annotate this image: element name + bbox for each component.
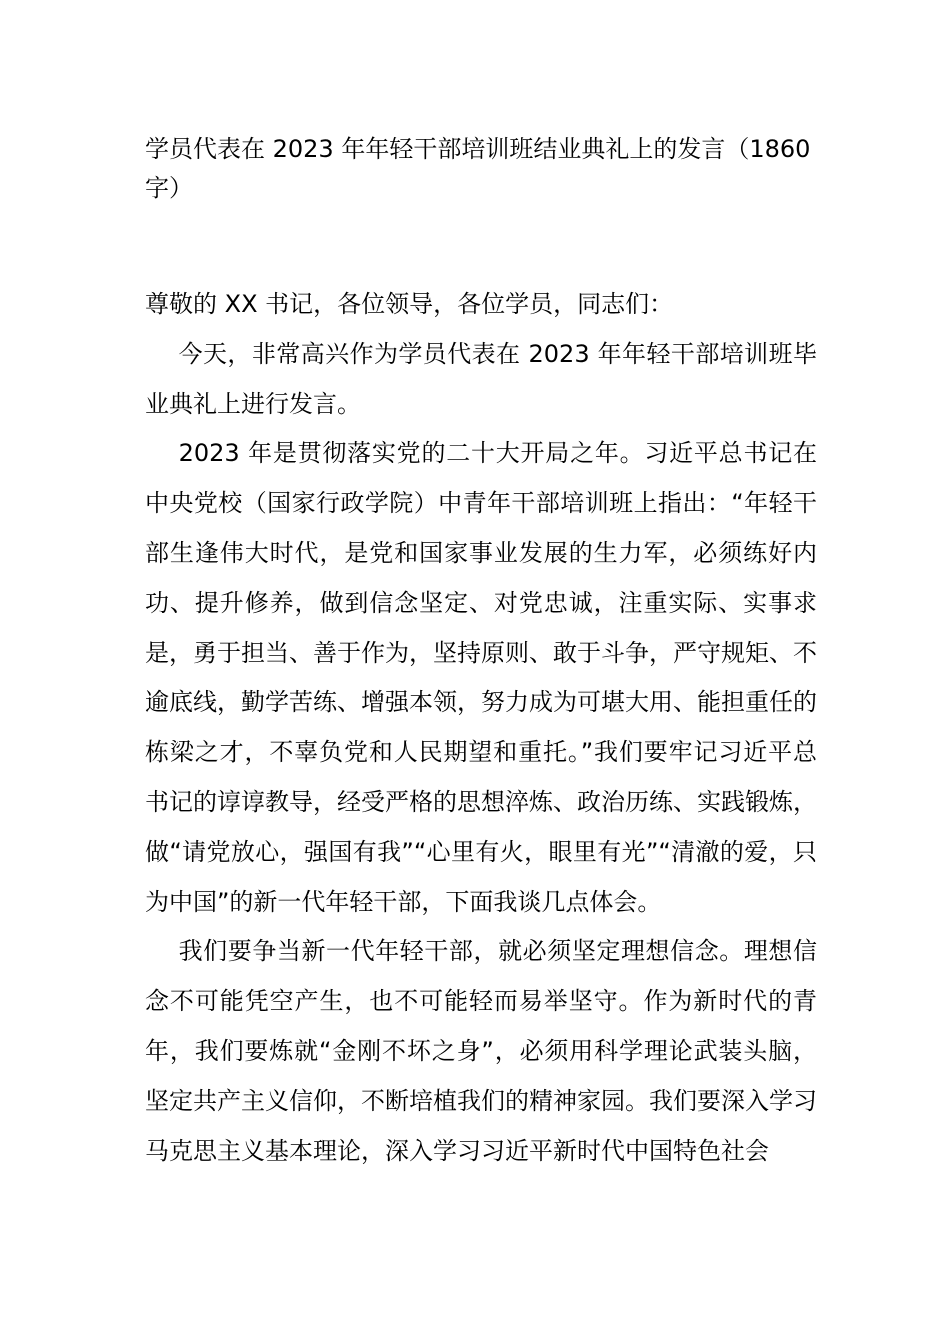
document-title: 学员代表在 2023 年年轻干部培训班结业典礼上的发言（1860 字） [145,135,811,202]
document-body [145,280,817,1176]
paragraph-3: 我们要争当新一代年轻干部，就必须坚定理想信念。理想信念不可能凭空产生，也不可能轻而易举坚守。作为新时代的青年，我们要炼就“金刚不坏之身”，必须用科学理论武装头脑，坚定共产主义信仰，不断培植我们的精神家园。我们要深入学习马克思主义基本理论，深入学习习近平新时代中国特色社会 [145,937,817,1165]
paragraph-1: 今天，非常高兴作为学员代表在 2023 年年轻干部培训班毕业典礼上进行发言。 [145,339,817,418]
paragraph-2: 2023 年是贯彻落实党的二十大开局之年。习近平总书记在中央党校（国家行政学院）中青年干部培训班上指出：“年轻干部生逢伟大时代，是党和国家事业发展的生力军，必须练好内功、提升修养，做到信念坚定、对党忠诚，注重实际、实事求是，勇于担当、善于作为，坚持原则、敢于斗争，严守规矩、不逾底线，勤学苦练、增强本领，努力成为可堪大用、能担重任的栋梁之才，不辜负党和人民期望和重托。”我们要牢记习近平总书记的谆谆教导，经受严格的思想淬炼、政治历练、实践锻炼，做“请党放心，强国有我”“心里有火，眼里有光”“清澈的爱，只为中国”的新一代年轻干部，下面我谈几点体会。 [145,439,817,916]
salutation: 尊敬的 XX 书记，各位领导，各位学员，同志们： [145,290,674,318]
